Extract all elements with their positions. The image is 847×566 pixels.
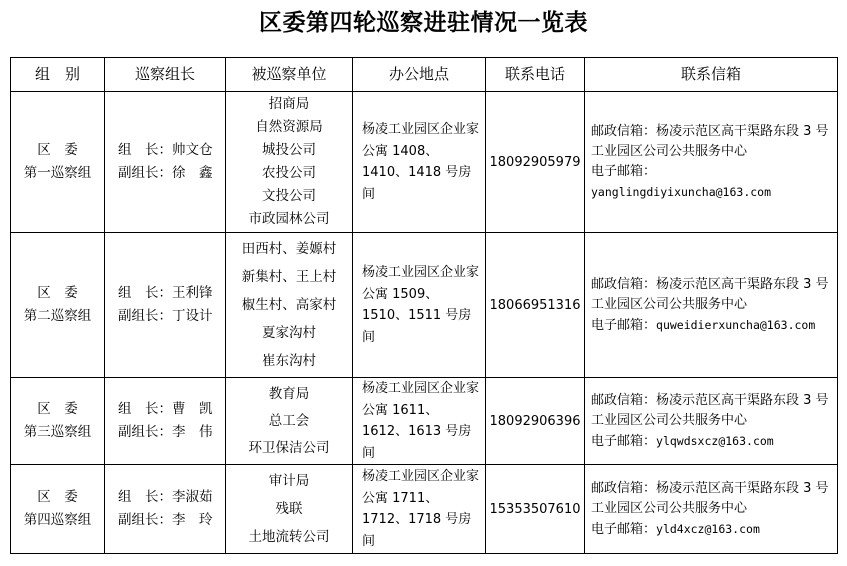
group-label: 区 委 (37, 489, 78, 505)
inspection-table (10, 57, 838, 554)
phone-cell: 18066951316 (486, 233, 585, 378)
email-line (591, 162, 833, 203)
units-cell (226, 92, 353, 233)
deputy-name: 副组长：丁设计 (118, 308, 213, 324)
unit-item: 自然资源局 (255, 119, 323, 135)
deputy-name: 副组长：李 玲 (118, 512, 213, 528)
deputy-name: 副组长：李 伟 (118, 424, 213, 440)
units-cell (226, 233, 353, 378)
postal-address: 邮政信箱：杨凌示范区高干渠路东段 3 号工业园区公司公共服务中心 (591, 480, 829, 516)
phone-cell: 18092905979 (486, 92, 585, 233)
leader-cell (105, 92, 226, 233)
group-name: 第三巡察组 (23, 424, 92, 440)
table-header-row (11, 58, 838, 92)
unit-item: 土地流转公司 (248, 529, 330, 545)
leader-cell (105, 378, 226, 465)
group-label: 区 委 (37, 142, 78, 158)
group-cell (11, 92, 105, 233)
unit-item: 招商局 (268, 96, 310, 112)
group-cell (11, 378, 105, 465)
table-row (11, 92, 838, 233)
email-label: 电子邮箱： (591, 163, 657, 179)
unit-item: 残联 (275, 501, 303, 517)
email-address: yanglingdiyixuncha@163.com (591, 184, 772, 199)
email-address: ylqwdsxcz@163.com (656, 433, 774, 448)
email-line (591, 431, 833, 452)
office-cell: 杨凌工业园区企业家公寓 1509、1510、1511 号房间 (353, 233, 486, 378)
postal-address: 邮政信箱：杨凌示范区高干渠路东段 3 号工业园区公司公共服务中心 (591, 276, 829, 312)
office-cell: 杨凌工业园区企业家公寓 1711、1712、1718 号房间 (353, 465, 486, 554)
postal-address: 邮政信箱：杨凌示范区高干渠路东段 3 号工业园区公司公共服务中心 (591, 392, 829, 428)
group-cell (11, 233, 105, 378)
deputy-name: 副组长：徐 鑫 (118, 165, 213, 181)
unit-item: 农投公司 (262, 165, 316, 181)
contact-cell (585, 92, 838, 233)
units-cell (226, 465, 353, 554)
unit-item: 文投公司 (262, 188, 316, 204)
leader-name: 组 长：帅文仓 (118, 142, 213, 158)
contact-cell (585, 378, 838, 465)
leader-name: 组 长：李淑茹 (118, 489, 213, 505)
unit-item: 崔东沟村 (262, 353, 316, 369)
group-label: 区 委 (37, 285, 78, 301)
header-office: 办公地点 (353, 58, 486, 92)
unit-item: 市政园林公司 (248, 211, 330, 227)
unit-item: 新集村、王上村 (241, 269, 337, 285)
email-address: yld4xcz@163.com (656, 521, 760, 536)
leader-cell (105, 233, 226, 378)
unit-item: 夏家沟村 (262, 325, 316, 341)
email-label: 电子邮箱： (591, 433, 657, 449)
group-name: 第二巡察组 (23, 308, 92, 324)
unit-item: 教育局 (268, 385, 310, 402)
unit-item: 田西村、姜嫄村 (241, 241, 337, 257)
table-row (11, 378, 838, 465)
office-cell: 杨凌工业园区企业家公寓 1408、1410、1418 号房间 (353, 92, 486, 233)
table-row (11, 233, 838, 378)
leader-name: 组 长：王利锋 (118, 285, 213, 301)
leader-cell (105, 465, 226, 554)
phone-cell: 15353507610 (486, 465, 585, 554)
units-cell (226, 378, 353, 465)
group-name: 第一巡察组 (23, 165, 92, 181)
leader-name: 组 长：曹 凯 (118, 401, 213, 417)
header-units: 被巡察单位 (226, 58, 353, 92)
table-row (11, 465, 838, 554)
unit-item: 审计局 (268, 473, 310, 489)
header-phone: 联系电话 (486, 58, 585, 92)
email-label: 电子邮箱： (591, 521, 657, 537)
unit-item: 城投公司 (262, 142, 316, 158)
unit-item: 椒生村、高家村 (241, 297, 337, 313)
phone-cell: 18092906396 (486, 378, 585, 465)
office-cell: 杨凌工业园区企业家公寓 1611、1612、1613 号房间 (353, 378, 486, 465)
header-group: 组 别 (11, 58, 105, 92)
header-leader: 巡察组长 (105, 58, 226, 92)
email-label: 电子邮箱： (591, 317, 657, 333)
header-contact: 联系信箱 (585, 58, 838, 92)
page-title: 区委第四轮巡察进驻情况一览表 (259, 9, 588, 36)
email-line (591, 519, 833, 540)
email-line (591, 315, 833, 336)
group-cell (11, 465, 105, 554)
postal-address: 邮政信箱：杨凌示范区高干渠路东段 3 号工业园区公司公共服务中心 (591, 123, 829, 159)
contact-cell (585, 465, 838, 554)
contact-cell (585, 233, 838, 378)
unit-item: 总工会 (268, 412, 310, 429)
group-name: 第四巡察组 (23, 512, 92, 528)
email-address: quweidierxuncha@163.com (656, 317, 816, 332)
unit-item: 环卫保洁公司 (248, 439, 330, 456)
group-label: 区 委 (37, 401, 78, 417)
